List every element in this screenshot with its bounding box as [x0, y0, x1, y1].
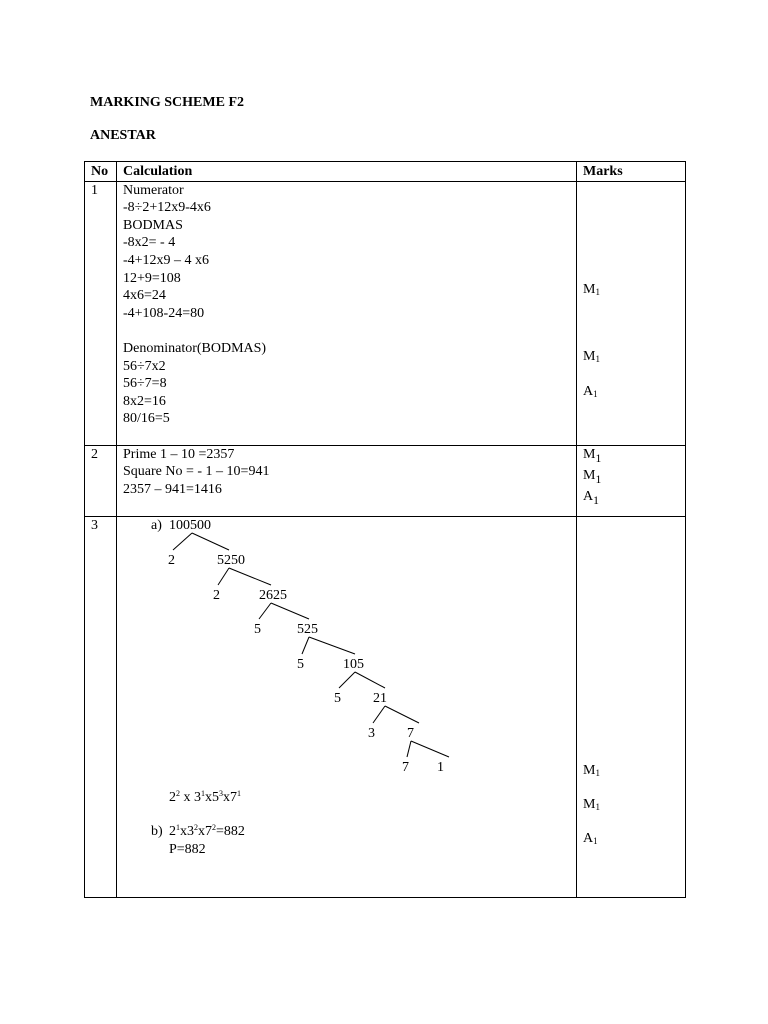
- calculation-line: -8÷2+12x9-4x6: [123, 200, 211, 216]
- table-row: [85, 516, 686, 897]
- column-header-calculation: Calculation: [117, 162, 577, 182]
- calculation-line: 12+9=108: [123, 270, 181, 286]
- tree-branch: [385, 706, 419, 723]
- question-number: 1: [85, 181, 117, 445]
- part-a-label: a): [151, 517, 162, 533]
- tree-prime-factor: 5: [297, 656, 304, 672]
- marks-cell: [577, 181, 686, 445]
- calculation-line: -8x2= - 4: [123, 235, 176, 251]
- tree-node: 105: [343, 656, 364, 672]
- calculation-line: [123, 322, 570, 340]
- tree-branch: [407, 741, 411, 757]
- tree-prime-factor: 3: [368, 725, 375, 741]
- marks-cell: [577, 445, 686, 516]
- mark-award: $M_1$: [583, 796, 600, 812]
- tree-node: 5250: [217, 552, 245, 568]
- school-name: ANESTAR: [90, 128, 156, 143]
- tree-prime-factor: 5: [254, 621, 261, 637]
- table-row: [85, 445, 686, 516]
- column-header-marks: Marks: [577, 162, 686, 182]
- part-b-expression: $2^1x3^2x7^2=882$: [169, 822, 245, 839]
- tree-prime-factor: 7: [402, 759, 409, 775]
- part-b-result: =882: [216, 823, 245, 839]
- question-number: 2: [85, 445, 117, 516]
- mark-award: $A_1$: [583, 383, 598, 399]
- calculation-line: Denominator(BODMAS): [123, 340, 267, 356]
- part-b-label: b): [151, 823, 163, 839]
- mark-award: $M_1$: [583, 281, 600, 297]
- part-b-answer: P=882: [169, 841, 206, 857]
- tree-branch: [192, 533, 229, 550]
- calculation-line: 56÷7x2: [123, 358, 166, 374]
- mark-award: $M_1$: [583, 762, 600, 778]
- tree-branch: [229, 568, 271, 585]
- calculation-line: Square No = - 1 – 10=941: [123, 464, 270, 480]
- table-row: [85, 181, 686, 445]
- mark-award: $A_1$: [583, 830, 598, 846]
- table-header-row: [85, 162, 686, 182]
- mark-award: $M_1$: [583, 467, 602, 486]
- tree-prime-factor: 2: [213, 587, 220, 603]
- tree-branch: [271, 603, 309, 619]
- calculation-cell: [117, 516, 577, 897]
- calculation-line: -4+108-24=80: [123, 305, 205, 321]
- prime-factorization: $2^2$ x $3^1x5^3x7^1$: [169, 788, 241, 805]
- calculation-line: 80/16=5: [123, 411, 170, 427]
- calculation-line: 56÷7=8: [123, 376, 167, 392]
- calculation-line: -4+12x9 – 4 x6: [123, 252, 210, 268]
- tree-node: 1: [437, 759, 444, 775]
- mark-award: $M_1$: [583, 348, 600, 364]
- calculation-line: 8x2=16: [123, 393, 166, 409]
- marks-cell: [577, 516, 686, 897]
- tree-branch: [302, 637, 309, 654]
- mark-award: $M_1$: [583, 446, 602, 465]
- tree-branch: [411, 741, 449, 757]
- tree-prime-factor: 5: [334, 690, 341, 706]
- tree-node: 2625: [259, 587, 287, 603]
- marking-table: [84, 161, 686, 898]
- tree-node: 525: [297, 621, 318, 637]
- tree-branch: [355, 672, 385, 688]
- tree-prime-factor: 2: [168, 552, 175, 568]
- tree-root: 100500: [169, 517, 211, 533]
- tree-branch: [173, 533, 192, 550]
- tree-node: 21: [373, 690, 387, 706]
- calculation-line: BODMAS: [123, 217, 183, 233]
- calculation-line: 2357 – 941=1416: [123, 481, 222, 497]
- calculation-line: 4x6=24: [123, 288, 166, 304]
- question-number: 3: [85, 516, 117, 897]
- column-header-no: No: [85, 162, 117, 182]
- mark-award: $A_1$: [583, 489, 599, 508]
- calculation-line: Prime 1 – 10 =2357: [123, 446, 235, 462]
- tree-branch: [309, 637, 355, 654]
- document-title: MARKING SCHEME F2: [90, 95, 244, 110]
- tree-branch: [259, 603, 271, 619]
- calculation-cell: [117, 445, 577, 516]
- tree-node: 7: [407, 725, 414, 741]
- tree-branch: [339, 672, 355, 688]
- calculation-line: Numerator: [123, 182, 184, 198]
- tree-branch: [373, 706, 385, 723]
- calculation-cell: [117, 181, 577, 445]
- tree-branch: [218, 568, 229, 585]
